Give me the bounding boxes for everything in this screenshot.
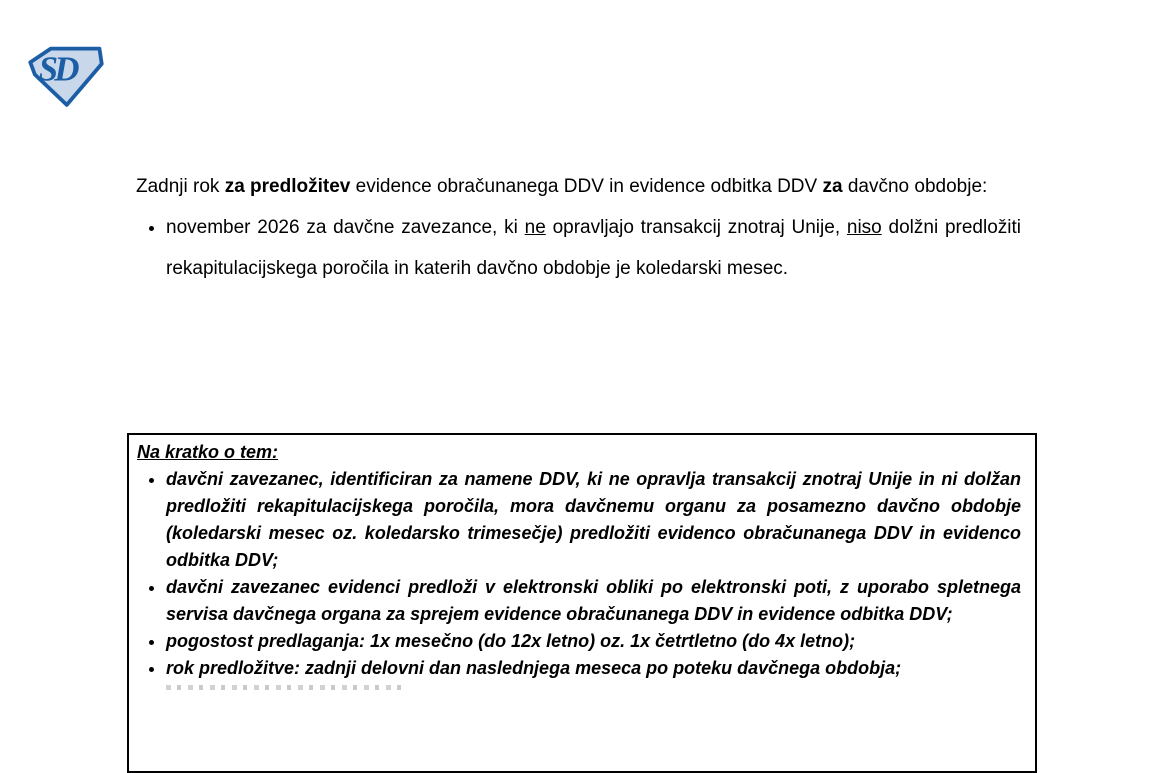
- summary-list-item: • davčni zavezanec evidenci predloži v elektronski obliki po elektronski poti, z uporabo spletnega servisa davčnega organa za sprejem evidence obračunanega DDV in evidence odbitka DDV;: [166, 574, 1021, 628]
- summary-box-title: Na kratko o tem:: [137, 442, 279, 462]
- deadline-list-item: [166, 207, 1021, 289]
- summary-box: [127, 433, 1037, 773]
- text-segment: Zadnji rok: [136, 176, 225, 197]
- text-segment: evidence obračunanega DDV in evidence odbitka DDV: [350, 176, 823, 197]
- text-segment: za: [822, 176, 843, 197]
- summary-list-item: • pogostost predlaganja: 1x mesečno (do 12x letno) oz. 1x četrtletno (do 4x letno);: [166, 628, 1021, 655]
- sd-logo: [28, 44, 104, 108]
- text-segment: opravljajo transakcij znotraj Unije,: [545, 217, 847, 238]
- intro-paragraph: [136, 166, 1021, 207]
- summary-list: [137, 466, 1021, 682]
- deadline-list: [136, 207, 1021, 289]
- text-segment: davčno obdobje:: [842, 176, 988, 197]
- clipped-text-line: [166, 685, 401, 690]
- text-segment: za predložitev: [224, 176, 351, 197]
- main-text-block: [136, 166, 1021, 289]
- text-segment: dolžni predložiti rekapitulacijskega poročila in katerih davčno obdobje je koledarski mesec.: [166, 217, 1021, 279]
- text-segment: ne: [524, 217, 546, 238]
- summary-list-item: • rok predložitve: zadnji delovni dan naslednjega meseca po poteku davčnega obdobja;: [166, 655, 1021, 682]
- text-segment: niso: [846, 217, 882, 238]
- summary-list-item: • davčni zavezanec, identificiran za namene DDV, ki ne opravlja transakcij znotraj Unije in ni dolžan predložiti rekapitulacijskega poročila, mora davčnemu organu za posamezno davčno obdobje (koledarski mesec oz. koledarsko trimesečje) predložiti evidenco obračunanega DDV in evidenco odbitka DDV;: [166, 466, 1021, 574]
- sd-logo-letters: SD: [38, 49, 76, 89]
- text-segment: november 2026 za davčne zavezance, ki: [166, 217, 525, 238]
